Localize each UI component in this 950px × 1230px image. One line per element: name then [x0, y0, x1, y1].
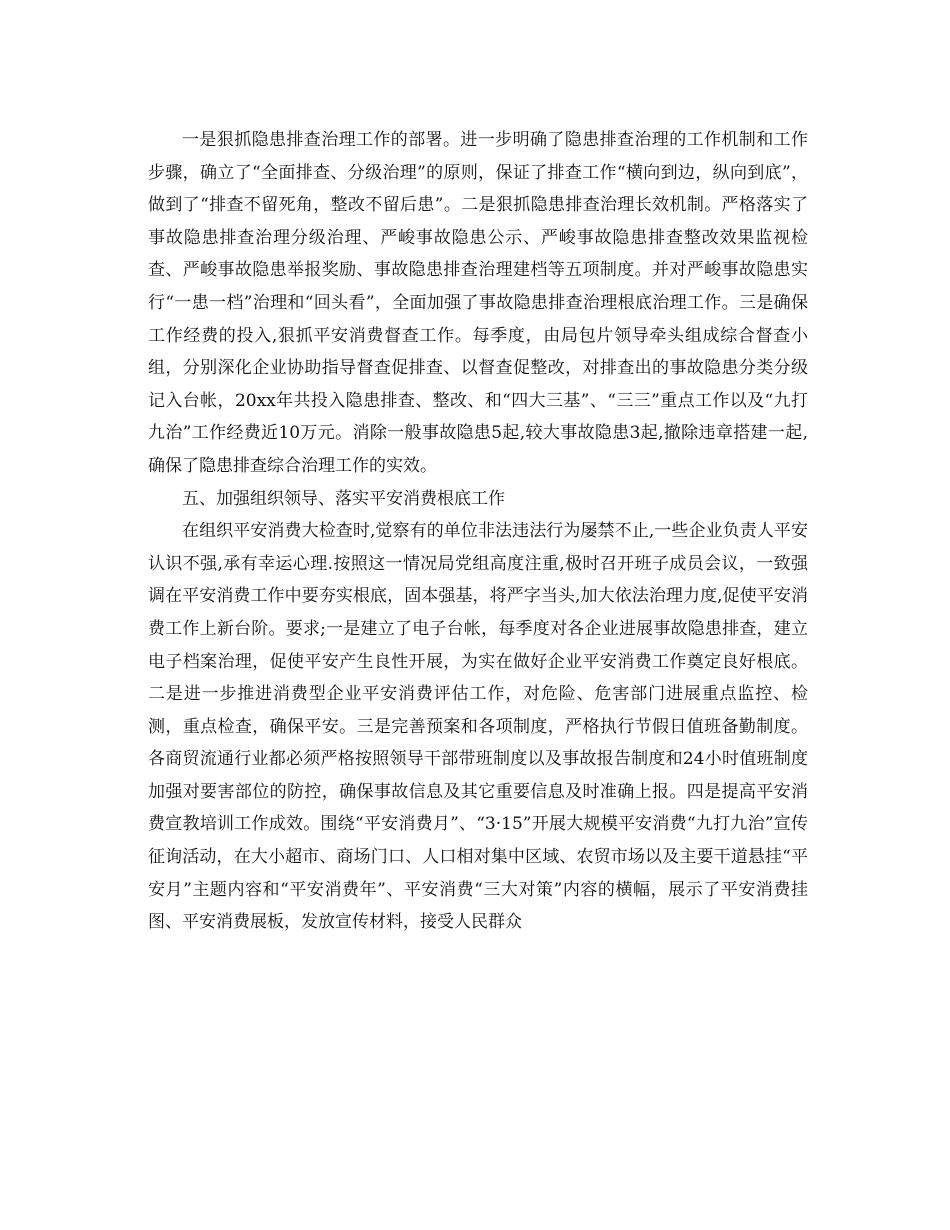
paragraph-hazard-investigation: 一是狠抓隐患排查治理工作的部署。进一步明确了隐患排查治理的工作机制和工作步骤，确立了“全面排查、分级治理”的原则，保证了排查工作“横向到边，纵向到底”，做到了“排查不留死角，整改不留后患”。二是狠抓隐患排查治理长效机制。严格落实了事故隐患排查治理分级治理、严峻事故隐患公示、严峻事故隐患排查整改效果监视检查、严峻事故隐患举报奖励、事故隐患排查治理建档等五项制度。并对严峻事故隐患实行“一患一档”治理和“回头看”，全面加强了事故隐患排查治理根底治理工作。三是确保工作经费的投入,狠抓平安消费督查工作。每季度，由局包片领导牵头组成综合督查小组，分别深化企业协助指导督查促排查、以督查促整改，对排查出的事故隐患分类分级记入台帐，20xx年共投入隐患排查、整改、和“四大三基”、“三三”重点工作以及“九打九治”工作经费近10万元。消除一般事故隐患5起,较大事故隐患3起,撤除违章搭建一起,确保了隐患排查综合治理工作的实效。 — [148, 130, 808, 476]
paragraph-organization-leadership: 在组织平安消费大检查时,觉察有的单位非法违法行为屡禁不止,一些企业负责人平安认识不强,承有幸运心理.按照这一情况局党组高度注重,极时召开班子成员会议，一致强调在平安消费工作中要夯实根底，固本强基，将严字当头,加大依法治理力度,促使平安消费工作上新台阶。要求;一是建立了电子台帐，每季度对各企业进展事故隐患排查，建立电子档案治理，促使平安产生良性开展，为实在做好企业平安消费工作奠定良好根底。二是进一步推进消费型企业平安消费评估工作，对危险、危害部门进展重点监控、检测，重点检查，确保平安。三是完善预案和各项制度，严格执行节假日值班备勤制度。各商贸流通行业都必须严格按照领导干部带班制度以及事故报告制度和24小时值班制度加强对要害部位的防控，确保事故信息及其它重要信息及时准确上报。四是提高平安消费宣教培训工作成效。围绕“平安消费月”、“3·15”开展大规模平安消费“九打九治”宣传征询活动，在大小超市、商场门口、人口相对集中区域、农贸市场以及主要干道悬挂“平安月”主题内容和“平安消费年”、平安消费“三大对策”内容的横幅，展示了平安消费挂图、平安消费展板，发放宣传材料，接受人民群众 — [148, 521, 808, 933]
document-body — [148, 124, 808, 939]
section-heading-five: 五、加强组织领导、落实平安消费根底工作 — [182, 488, 505, 509]
